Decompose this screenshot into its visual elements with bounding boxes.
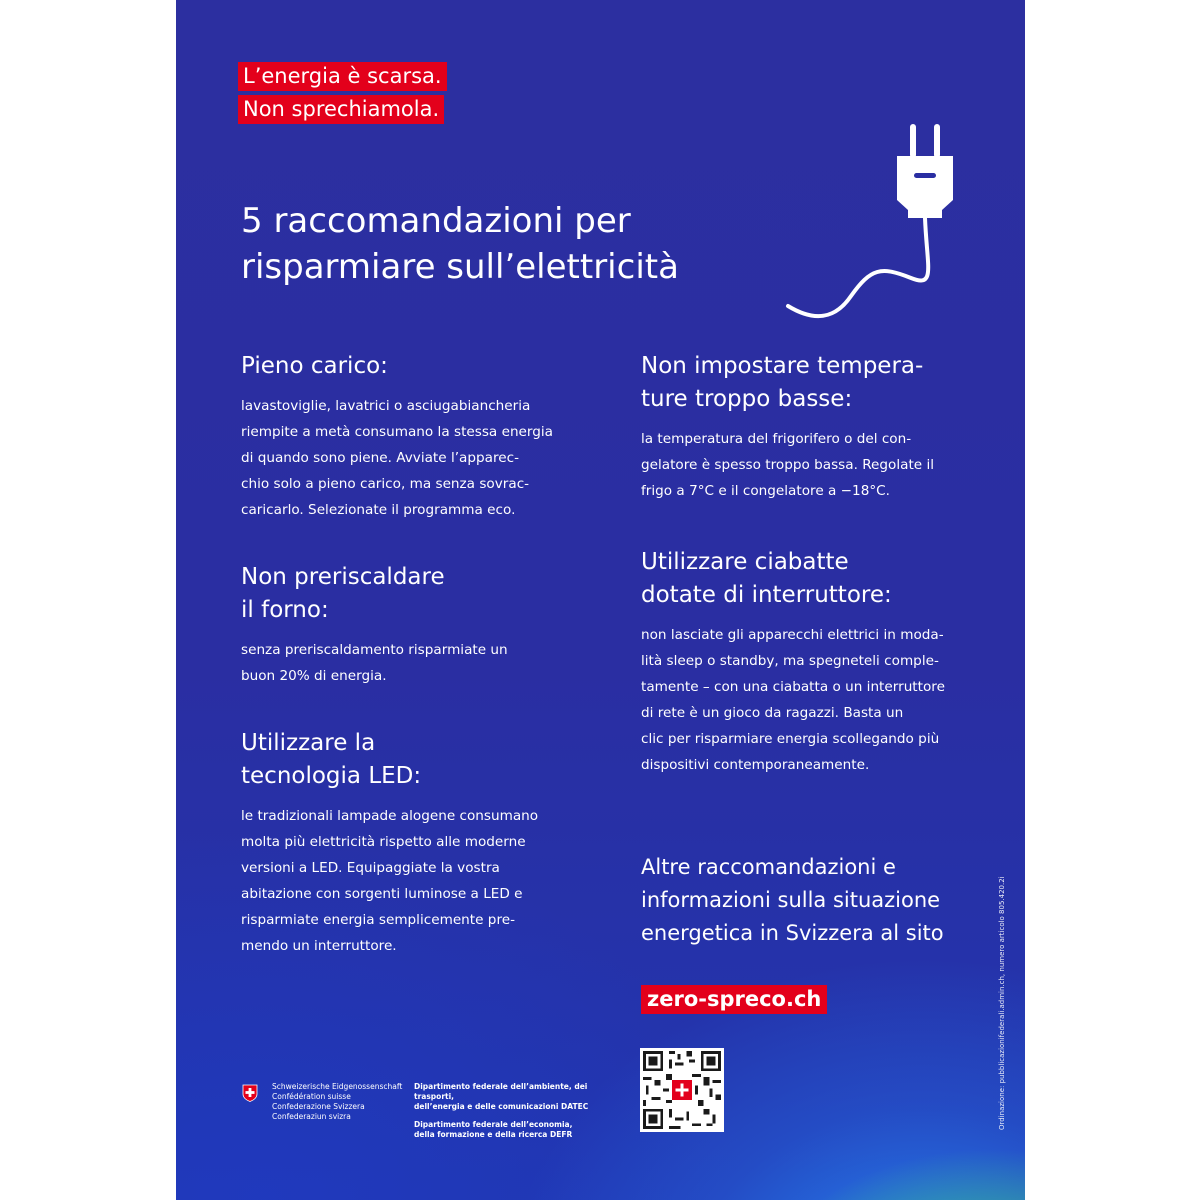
more-info-text: Altre raccomandazioni e informazioni sulla situazione energetica in Svizzera al sito xyxy=(641,855,944,945)
swiss-cross-icon xyxy=(242,1084,258,1102)
departments xyxy=(414,1082,614,1148)
tip-power-strip xyxy=(641,546,986,778)
left-column xyxy=(241,350,581,959)
tip-led xyxy=(241,727,581,959)
tip-body: la temperatura del frigorifero o del con- gelatore è spesso troppo bassa. Regolate il frigo a 7°C e il congelatore a −18°C. xyxy=(641,431,935,499)
confederation-name: Schweizerische Eidgenossenschaft Confédération suisse Confederazione Svizzera Confederaziun svizra xyxy=(272,1082,403,1121)
department-defr: Dipartimento federale dell’economia, della formazione e della ricerca DEFR xyxy=(414,1120,573,1139)
website-link[interactable]: zero-spreco.ch xyxy=(641,985,827,1014)
tip-temperature xyxy=(641,350,986,504)
tip-heading: Pieno carico: xyxy=(241,353,388,379)
plug-icon xyxy=(776,118,956,328)
department-datec: Dipartimento federale dell’ambiente, dei trasporti, dell’energia e delle comunicazioni DATEC xyxy=(414,1082,589,1111)
poster xyxy=(176,0,1025,1200)
tip-body: lavastoviglie, lavatrici o asciugabiancheria riempite a metà consumano la stessa energia di quando sono piene. Avviate l’apparec- chio solo a pieno carico, ma senza sovrac- caricarlo. Selezionate il programma eco. xyxy=(241,398,554,518)
tagline-line-2: Non sprechiamola. xyxy=(238,95,444,124)
tip-heading: Utilizzare ciabatte dotate di interruttore: xyxy=(641,549,892,608)
order-note: Ordinazione: pubblicazionifederali.admin.ch, numero articolo 805.420.2i xyxy=(998,876,1006,1130)
tip-full-load xyxy=(241,350,581,523)
tip-heading: Non preriscaldare il forno: xyxy=(241,564,445,623)
tagline xyxy=(238,62,447,128)
right-column xyxy=(641,350,986,778)
tip-oven xyxy=(241,561,581,689)
tip-heading: Utilizzare la tecnologia LED: xyxy=(241,730,422,789)
page-title: 5 raccomandazioni per risparmiare sull’elettricità xyxy=(241,201,679,287)
tip-body: senza preriscaldamento risparmiate un buon 20% di energia. xyxy=(241,642,508,684)
tip-heading: Non impostare tempera- ture troppo basse: xyxy=(641,353,924,412)
more-info xyxy=(641,818,1001,1016)
qr-code[interactable] xyxy=(640,1048,724,1132)
tip-body: non lasciate gli apparecchi elettrici in moda- lità sleep o standby, ma spegneteli comple- tamente – con una ciabatta o un interruttore di rete è un gioco da ragazzi. Basta un clic per risparmiare energia scollegando più dispositivi contemporaneamente. xyxy=(641,627,945,773)
tagline-line-1: L’energia è scarsa. xyxy=(238,62,447,91)
tip-body: le tradizionali lampade alogene consumano molta più elettricità rispetto alle moderne versioni a LED. Equipaggiate la vostra abitazione con sorgenti luminose a LED e risparmiate energia semplicemente pre- mendo un interruttore. xyxy=(241,808,539,954)
